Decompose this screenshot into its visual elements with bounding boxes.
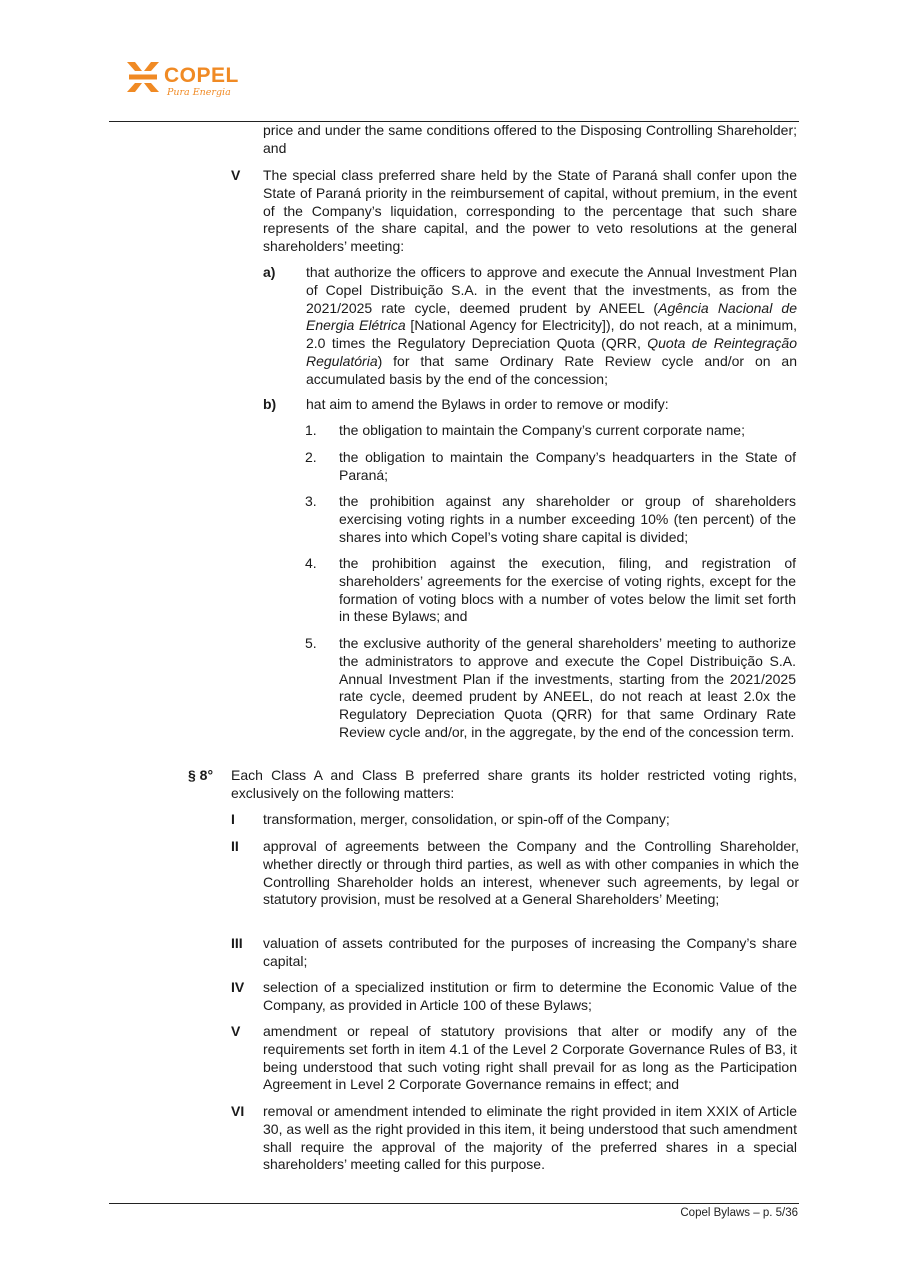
item-iii-text: valuation of assets contributed for the purposes of increasing the Company’s share capital; xyxy=(263,935,797,969)
item-v-marker: V xyxy=(231,167,241,183)
item-v2-marker: V xyxy=(231,1023,241,1039)
paragraph-8-text: Each Class A and Class B preferred share grants its holder restricted voting rights, exclusively on the following matters: xyxy=(231,767,797,801)
item-b2-text: the obligation to maintain the Company’s headquarters in the State of Paraná; xyxy=(339,449,796,483)
item-ii-text: approval of agreements between the Company and the Controlling Shareholder, whether directly or through third parties, as well as with other companies in which the Controlling Shareholder holds an interest, whenever such agreements, by legal or statutory provision, must be resolved at a General Shareholders’ Meeting; xyxy=(263,838,799,908)
item-vi-marker: VI xyxy=(231,1103,245,1119)
item-a-text: that authorize the officers to approve and execute the Annual Investment Plan of Copel Distribuição S.A. in the event that the investments, as from the 2021/2025 rate cycle, deemed prudent by ANEEL (Agência Nacional de Energia Elétrica [National Agency for Electricity]), do not reach, at a minimum, 2.0 times the Regulatory Depreciation Quota (QRR, Quota de Reintegração Regulatória) for that same Ordinary Rate Review cycle and/or on an accumulated basis by the end of the concession; xyxy=(306,264,798,387)
item-a-italic-term: Agência Nacional de Energia Elétrica xyxy=(306,299,797,334)
item-b5-marker: 5. xyxy=(305,635,317,651)
item-b1-text: the obligation to maintain the Company’s current corporate name; xyxy=(339,422,745,438)
item-iii-marker: III xyxy=(231,935,243,951)
item-iv-marker: IV xyxy=(231,979,245,995)
footer-rule xyxy=(109,1203,799,1204)
item-b-text: hat aim to amend the Bylaws in order to remove or modify: xyxy=(306,396,669,412)
item-b5-text: the exclusive authority of the general shareholders’ meeting to authorize the administrators to approve and execute the Copel Distribuição S.A. Annual Investment Plan if the investments, starting from the 2021/2025 rate cycle, deemed prudent by ANEEL, do not reach at least 2.0x the Regulatory Depreciation Quota (QRR) for that same Ordinary Rate Review cycle and/or, in the aggregate, by the end of the concession term. xyxy=(339,635,796,740)
logo-tagline: Pura Energia xyxy=(167,87,231,98)
item-b4-marker: 4. xyxy=(305,555,317,571)
item-iv-text: selection of a specialized institution or firm to determine the Economic Value of the Company, as provided in Article 100 of these Bylaws; xyxy=(263,979,797,1013)
item-i-text: transformation, merger, consolidation, or spin-off of the Company; xyxy=(263,811,670,827)
continuation-paragraph: price and under the same conditions offered to the Disposing Controlling Shareholder; and xyxy=(263,122,797,156)
item-b2-marker: 2. xyxy=(305,449,317,465)
item-b-marker: b) xyxy=(263,396,277,412)
item-v2-text: amendment or repeal of statutory provisions that alter or modify any of the requirements set forth in item 4.1 of the Level 2 Corporate Governance Rules of B3, it being understood that such voting right shall prevail for as long as the Participation Agreement in Level 2 Corporate Governance remains in effect; and xyxy=(263,1023,797,1093)
logo-wordmark: COPEL xyxy=(164,64,239,87)
item-vi-text: removal or amendment intended to eliminate the right provided in item XXIX of Article 30, as well as the right provided in this item, it being understood that such amendment shall require the approval of the majority of the preferred shares in a special shareholders’ meeting called for this purpose. xyxy=(263,1103,797,1173)
item-b4-text: the prohibition against the execution, filing, and registration of shareholders’ agreements for the exercise of voting rights, except for the formation of voting blocs with a number of votes below the limit set forth in these Bylaws; and xyxy=(339,555,796,625)
item-a-marker: a) xyxy=(263,264,276,280)
item-a-italic-term-2: Quota de Reintegração Regulatória xyxy=(306,335,798,369)
item-b3-marker: 3. xyxy=(305,493,317,509)
item-v-text: The special class preferred share held by the State of Paraná shall confer upon the State of Paraná priority in the reimbursement of capital, without premium, in the event of the Company’s liquidation, corresponding to the percentage that such share represents of the share capital, and the power to veto resolutions at the general shareholders’ meeting: xyxy=(263,167,797,255)
paragraph-8-marker: § 8° xyxy=(188,767,214,783)
item-i-marker: I xyxy=(231,811,235,827)
item-b1-marker: 1. xyxy=(305,422,317,438)
item-ii-marker: II xyxy=(231,838,239,854)
page-footer: Copel Bylaws – p. 5/36 xyxy=(680,1207,798,1219)
copel-logo-icon xyxy=(126,60,160,94)
copel-logo xyxy=(126,60,246,102)
item-b3-text: the prohibition against any shareholder or group of shareholders exercising voting rights in a number exceeding 10% (ten percent) of the shares into which Copel’s voting share capital is divided; xyxy=(339,493,796,545)
